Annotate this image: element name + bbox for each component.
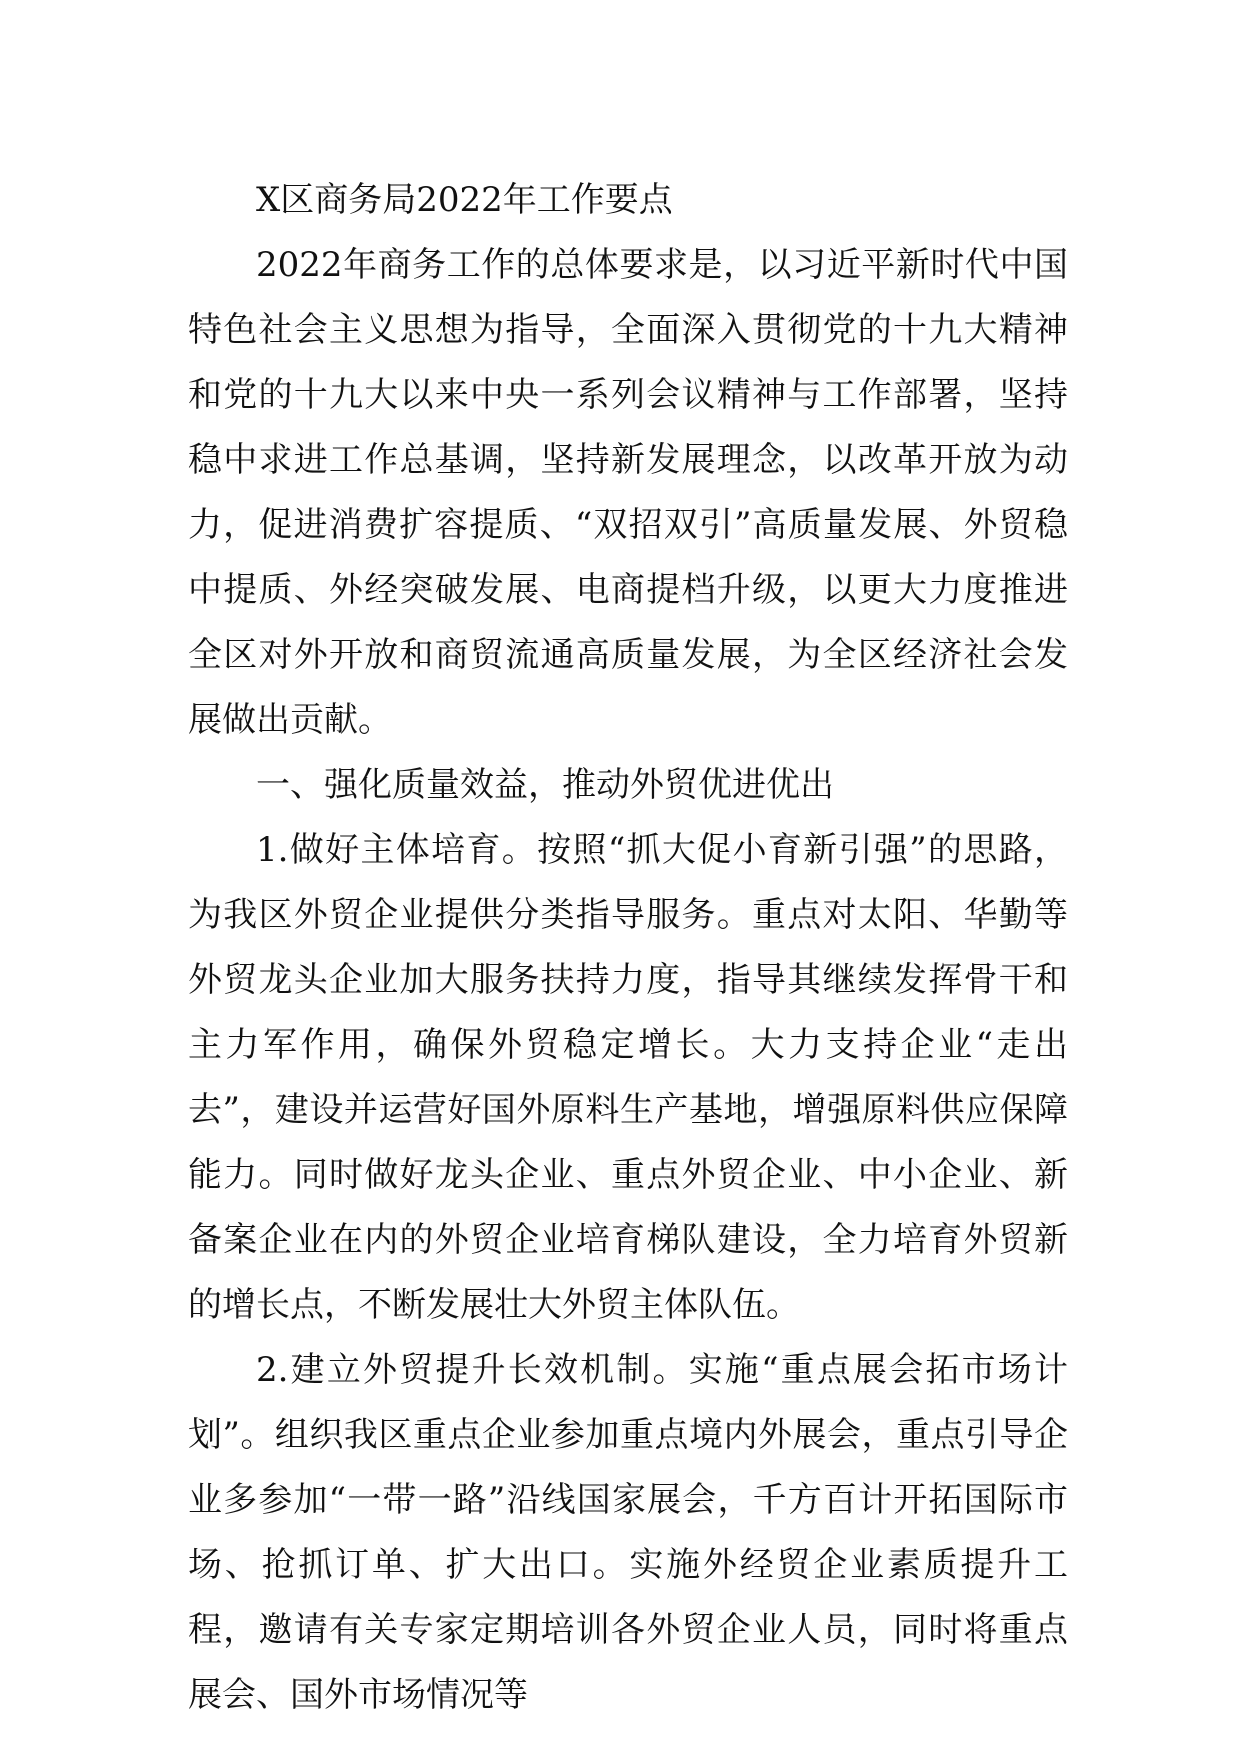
item-2-paragraph: 2.建立外贸提升长效机制。实施“重点展会拓市场计划”。组织我区重点企业参加重点境内外展会，重点引导企业多参加“一带一路”沿线国家展会，千方百计开拓国际市场、抢抓订单、扩大出口。实施外经贸企业素质提升工程，邀请有关专家定期培训各外贸企业人员，同时将重点展会、国外市场情况等: [188, 1350, 1068, 1715]
document-title: X区商务局2022年工作要点: [256, 180, 673, 220]
section-heading: 一、强化质量效益，推动外贸优进优出: [256, 765, 834, 805]
document-body: [188, 168, 1068, 1728]
item-1-paragraph: 1.做好主体培育。按照“抓大促小育新引强”的思路，为我区外贸企业提供分类指导服务。重点对太阳、华勤等外贸龙头企业加大服务扶持力度，指导其继续发挥骨干和主力军作用，确保外贸稳定增长。大力支持企业“走出去”，建设并运营好国外原料生产基地，增强原料供应保障能力。同时做好龙头企业、重点外贸企业、中小企业、新备案企业在内的外贸企业培育梯队建设，全力培育外贸新的增长点，不断发展壮大外贸主体队伍。: [188, 830, 1068, 1325]
intro-paragraph: 2022年商务工作的总体要求是，以习近平新时代中国特色社会主义思想为指导，全面深入贯彻党的十九大精神和党的十九大以来中央一系列会议精神与工作部署，坚持稳中求进工作总基调，坚持新发展理念，以改革开放为动力，促进消费扩容提质、“双招双引”高质量发展、外贸稳中提质、外经突破发展、电商提档升级，以更大力度推进全区对外开放和商贸流通高质量发展，为全区经济社会发展做出贡献。: [188, 245, 1068, 740]
